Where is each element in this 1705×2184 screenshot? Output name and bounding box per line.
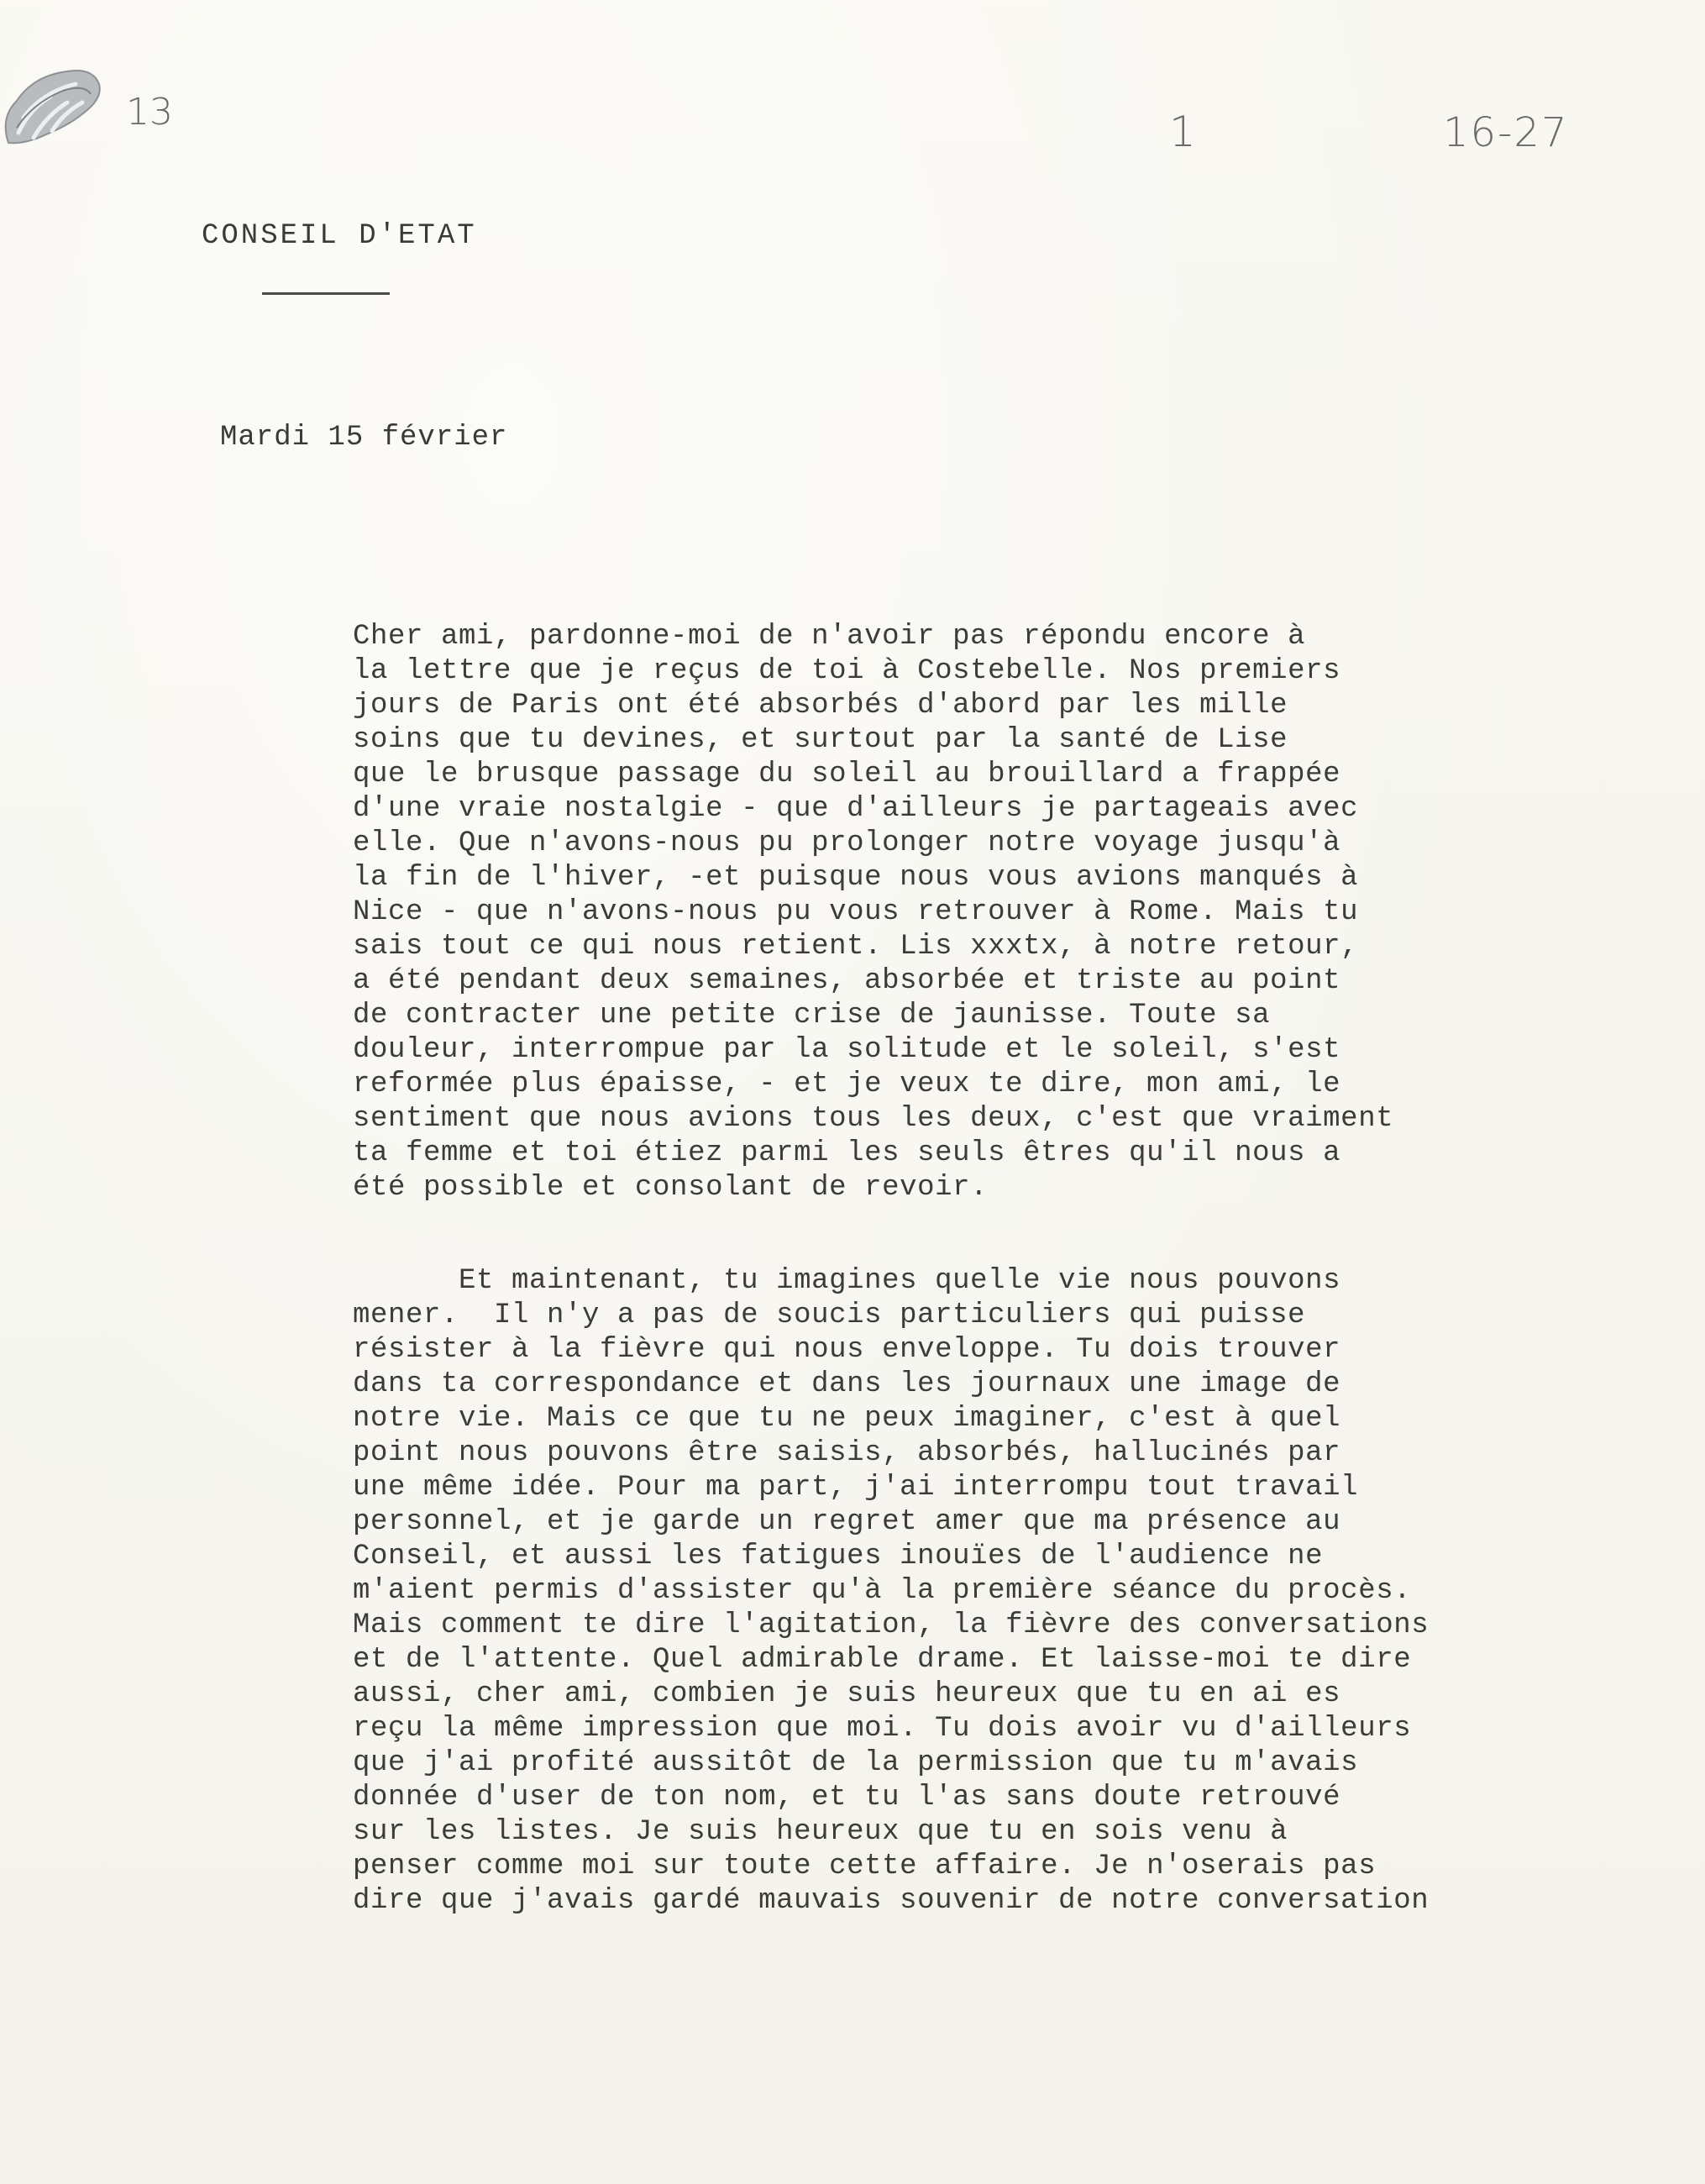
paragraph-1 [353, 620, 1613, 1205]
text-line: mener. Il n'y a pas de soucis particuliers qui puisse [353, 1299, 1306, 1331]
text-line: d'une vraie nostalgie - que d'ailleurs je partageais avec [353, 793, 1359, 825]
text-line: Et maintenant, tu imagines quelle vie nous pouvons [353, 1265, 1341, 1297]
text-line: jours de Paris ont été absorbés d'abord par les mille [353, 690, 1288, 722]
text-line: que j'ai profité aussitôt de la permission que tu m'avais [353, 1747, 1359, 1779]
text-line: été possible et consolant de revoir. [353, 1172, 989, 1204]
text-line: ta femme et toi étiez parmi les seuls êtres qu'il nous a [353, 1137, 1341, 1169]
handwritten-reference: 16-27 [1443, 109, 1569, 156]
paragraph-gap [353, 1205, 1613, 1264]
text-line: Cher ami, pardonne-moi de n'avoir pas répondu encore à [353, 621, 1306, 653]
letterhead: CONSEIL D'ETAT [202, 220, 477, 252]
text-line: douleur, interrompue par la solitude et le soleil, s'est [353, 1034, 1341, 1066]
text-line: la fin de l'hiver, -et puisque nous vous avions manqués à [353, 862, 1359, 894]
text-line: m'aient permis d'assister qu'à la première séance du procès. [353, 1575, 1412, 1607]
text-line: reçu la même impression que moi. Tu dois avoir vu d'ailleurs [353, 1713, 1412, 1745]
text-line: a été pendant deux semaines, absorbée et triste au point [353, 965, 1341, 997]
text-line: Conseil, et aussi les fatigues inouïes de l'audience ne [353, 1541, 1324, 1572]
text-line: résister à la fièvre qui nous enveloppe. Tu dois trouver [353, 1334, 1341, 1366]
text-line: et de l'attente. Quel admirable drame. Et laisse-moi te dire [353, 1644, 1412, 1676]
handwritten-page-number: 13 [126, 91, 173, 134]
handwritten-mark: 1 [1169, 108, 1196, 156]
text-line: aussi, cher ami, combien je suis heureux que tu en ai es [353, 1678, 1341, 1710]
text-line: sur les listes. Je suis heureux que tu en sois venu à [353, 1816, 1288, 1848]
text-line: de contracter une petite crise de jaunisse. Toute sa [353, 1000, 1271, 1032]
text-line: donnée d'user de ton nom, et tu l'as sans doute retrouvé [353, 1782, 1341, 1814]
text-line: sentiment que nous avions tous les deux, c'est que vraiment [353, 1103, 1394, 1135]
text-line: que le brusque passage du soleil au brouillard a frappée [353, 759, 1341, 790]
text-line: la lettre que je reçus de toi à Costebelle. Nos premiers [353, 655, 1341, 687]
paragraph-2 [353, 1264, 1613, 1919]
letter-body [353, 620, 1613, 1919]
paper-clip-icon [0, 50, 109, 160]
text-line: soins que tu devines, et surtout par la santé de Lise [353, 724, 1288, 756]
letterhead-rule [262, 292, 390, 295]
text-line: Nice - que n'avons-nous pu vous retrouver à Rome. Mais tu [353, 896, 1359, 928]
text-line: Mais comment te dire l'agitation, la fièvre des conversations [353, 1609, 1430, 1641]
text-line: penser comme moi sur toute cette affaire. Je n'oserais pas [353, 1851, 1377, 1882]
text-line: personnel, et je garde un regret amer que ma présence au [353, 1506, 1341, 1538]
text-line: point nous pouvons être saisis, absorbés, hallucinés par [353, 1437, 1341, 1469]
text-line: sais tout ce qui nous retient. Lis xxxtx, à notre retour, [353, 931, 1359, 963]
letter-date: Mardi 15 février [220, 422, 508, 454]
text-line: une même idée. Pour ma part, j'ai interrompu tout travail [353, 1472, 1359, 1504]
text-line: dire que j'avais gardé mauvais souvenir de notre conversation [353, 1885, 1430, 1917]
text-line: reformée plus épaisse, - et je veux te dire, mon ami, le [353, 1068, 1341, 1100]
text-line: dans ta correspondance et dans les journaux une image de [353, 1368, 1341, 1400]
text-line: notre vie. Mais ce que tu ne peux imaginer, c'est à quel [353, 1403, 1341, 1435]
text-line: elle. Que n'avons-nous pu prolonger notre voyage jusqu'à [353, 827, 1341, 859]
